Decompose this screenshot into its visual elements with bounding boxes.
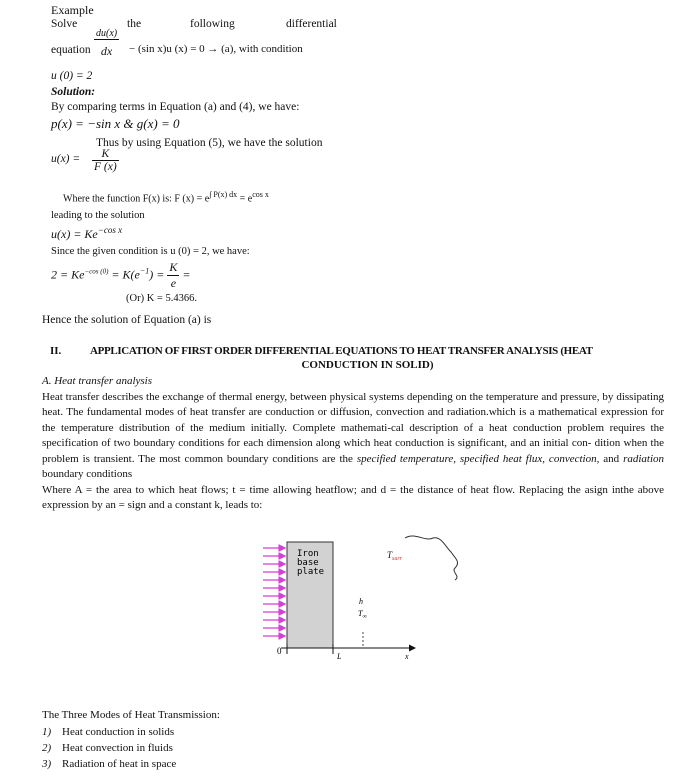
section-number: II. xyxy=(50,345,62,357)
comparing-line: By comparing terms in Equation (a) and (4), we have: xyxy=(51,101,300,113)
paragraph-heat-transfer xyxy=(42,390,664,482)
ux-denominator: F (x) xyxy=(94,161,117,173)
calc-end: = xyxy=(182,267,191,282)
ux-lhs: u(x) = xyxy=(51,153,81,165)
subheading: A. Heat transfer analysis xyxy=(42,375,152,387)
list-item-number: 1) xyxy=(42,726,52,738)
equation-rest: − (sin x)u (x) = 0 → (a), with condition xyxy=(129,43,303,55)
equation-label: equation xyxy=(51,44,91,56)
calc-lhs: 2 = Ke xyxy=(51,267,85,282)
where-equals: = e xyxy=(239,193,253,205)
ux-numerator: K xyxy=(92,148,119,161)
modes-list xyxy=(42,724,176,772)
t-surr-subscript: surr xyxy=(392,556,403,562)
p-g-line: p(x) = −sin x & g(x) = 0 xyxy=(51,116,180,131)
the-word: the xyxy=(127,18,142,30)
calc-denominator: e xyxy=(170,276,177,290)
example-heading: Example xyxy=(51,3,94,17)
para1-text-c: boundary conditions xyxy=(42,468,133,481)
list-item-text: Heat conduction in solids xyxy=(62,726,175,738)
heat-conduction-diagram xyxy=(255,528,475,668)
list-item xyxy=(42,756,176,772)
derivative-numerator: du(x) xyxy=(96,28,118,39)
u-solution xyxy=(51,225,122,242)
hence-line: Hence the solution of Equation (a) is xyxy=(42,314,212,326)
plate-label-3: plate xyxy=(297,567,325,577)
u-solution-base: u(x) = Ke xyxy=(51,227,98,241)
paragraph-where: Where A = the area to which heat flows; t = time allowing heatflow; and d = the distance of heat flow. Replacing the asign inthe above expression by an = sign and a constant k, leads to: xyxy=(42,484,664,512)
calc-numerator: K xyxy=(169,260,178,274)
section-title-line-2: CONDUCTION IN SOLID) xyxy=(301,359,434,371)
para1-emphasis-2: radiation xyxy=(623,452,665,465)
x-label: x xyxy=(405,652,409,661)
modes-intro: The Three Modes of Heat Transmission: xyxy=(42,709,220,721)
list-item-number: 2) xyxy=(42,742,52,754)
t-surr-label xyxy=(387,550,403,562)
t-inf-subscript: ∞ xyxy=(362,614,367,620)
u-solution-exponent: −cos x xyxy=(97,225,123,235)
following-word: following xyxy=(190,18,235,30)
plate-label-2: base xyxy=(297,558,319,568)
l-label: L xyxy=(337,652,342,661)
list-item xyxy=(42,740,176,756)
derivative-fraction xyxy=(94,28,119,59)
list-item-text: Heat convection in fluids xyxy=(62,742,173,754)
thus-line: Thus by using Equation (5), we have the solution xyxy=(96,137,323,149)
section-title-line-1: APPLICATION OF FIRST ORDER DIFFERENTIAL EQUATIONS TO HEAT TRANSFER ANALYSIS (HEAT xyxy=(90,345,593,357)
para1-text-a: Heat transfer describes the exchange of thermal energy, between physical systems depending on the temperature and pressure, by dissipating heat. The fundamental modes of heat transfer are conduction or diffusion, convection and radiation.which is a mathematical expression for the temperature distribution of the medium initially. Complete mathemati-cal description of a heat conduction problem requires the specification of two boundary conditions for each dimension along which heat conduction is significant, and an initial con- dition when the problem is transient. The most common boundary conditions are the xyxy=(42,391,664,465)
or-line: (Or) K = 5.4366. xyxy=(126,293,197,304)
t-surr-symbol: T xyxy=(387,550,393,560)
leading-line: leading to the solution xyxy=(51,210,145,221)
differential-word: differential xyxy=(286,18,337,30)
list-item-text: Radiation of heat in space xyxy=(62,758,177,770)
list-item xyxy=(42,724,176,740)
solve-word: Solve xyxy=(51,18,78,30)
para1-emphasis-1: specified temperature, specified heat flux, convection, xyxy=(356,452,600,465)
h-label: h xyxy=(359,597,363,606)
where-text: Where the function F(x) is: F (x) = e xyxy=(63,193,210,205)
calc-mid: = K(e xyxy=(111,267,140,282)
initial-condition: u (0) = 2 xyxy=(51,70,93,82)
para1-text-b: and xyxy=(599,452,624,465)
heat-flux-arrows xyxy=(263,548,285,636)
solution-label: Solution: xyxy=(51,86,96,98)
where-line xyxy=(63,190,269,204)
calc-mid-exponent: −1 xyxy=(139,266,150,276)
since-line: Since the given condition is u (0) = 2, we have: xyxy=(51,246,250,257)
list-item-number: 3) xyxy=(42,758,52,770)
plate-label-1: Iron xyxy=(297,549,319,559)
radiation-wave xyxy=(405,536,458,580)
where-exponent-2: cos x xyxy=(252,190,269,199)
t-inf-symbol: T xyxy=(358,609,363,618)
t-inf-label xyxy=(358,609,367,620)
origin-label: 0 xyxy=(277,646,282,656)
derivative-denominator: dx xyxy=(100,44,113,58)
ux-fraction xyxy=(92,148,119,173)
calc-exponent: −cos (0) xyxy=(84,267,109,276)
calc-mid2: ) = xyxy=(149,267,165,282)
where-exponent-1: ∫ P(x) dx xyxy=(209,190,238,199)
calculation-line xyxy=(51,260,190,291)
